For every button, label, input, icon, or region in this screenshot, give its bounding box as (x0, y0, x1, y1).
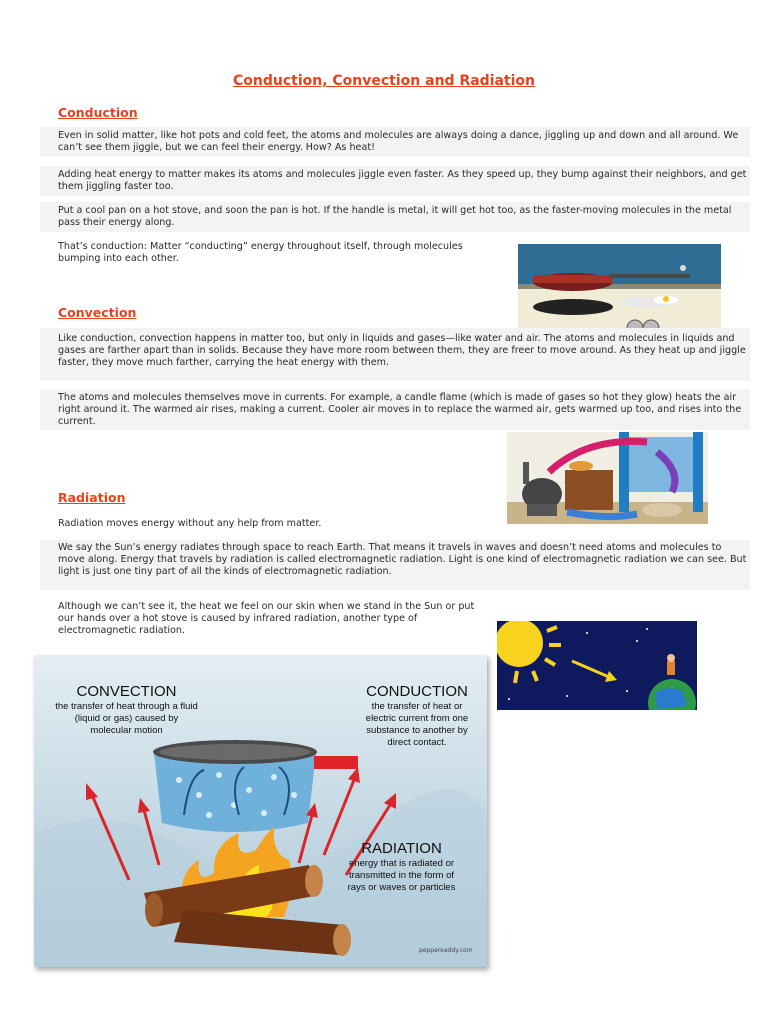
conduction-heading: Conduction (58, 105, 138, 120)
stove-pan-image (518, 244, 721, 338)
radiation-paragraph-2: We say the Sun’s energy radiates through space to reach Earth. That means it travels in waves and doesn’t need atoms and molecules to move along. Energy that travels by radiation is called electromagnetic radiation. Light is one kind of electromagnetic radiation we can see. But light is just one tiny part of all the kinds of electromagnetic radiation. (58, 542, 747, 577)
conduction-paragraph-4: That’s conduction: Matter “conducting” energy throughout itself, through molecules bumping into each other. (58, 241, 463, 264)
sun-earth-image (497, 621, 697, 710)
radiation-paragraph-3: Although we can’t see it, the heat we feel on our skin when we stand in the Sun or put our hands over a hot stove is caused by infrared radiation, another type of electromagnetic radiation. (58, 601, 475, 636)
diagram-convection-title: CONVECTION (76, 683, 177, 700)
conduction-paragraph-3: Put a cool pan on a hot stove, and soon the pan is hot. If the handle is metal, it will get hot too, as the faster-moving molecules in the metal pass their energy along. (58, 205, 732, 228)
diagram-convection-desc: the transfer of heat through a fluid (liquid or gas) caused by molecular motion (55, 701, 198, 736)
conduction-paragraph-2: Adding heat energy to matter makes its atoms and molecules jiggle even faster. As they speed up, they bump against their neighbors, and get them jiggling faster too. (58, 169, 747, 192)
conduction-paragraph-1: Even in solid matter, like hot pots and cold feet, the atoms and molecules are always doing a dance, jiggling up and down and all around. We can’t see them jiggle, but we can feel their energy. How? As heat! (58, 130, 739, 153)
diagram-credit: peppereaddy.com (419, 947, 473, 954)
diagram-radiation-desc: energy that is radiated or transmitted in the form of rays or waves or particles (347, 858, 456, 893)
convection-heading: Convection (58, 305, 137, 320)
page-title: Conduction, Convection and Radiation (232, 73, 536, 89)
convection-paragraph-1: Like conduction, convection happens in matter too, but only in liquids and gases—like water and air. The atoms and molecules in liquids and gases are farther apart than in solids. Because they have more room between them, they are freer to move around. As they heat up and jiggle faster, they move much farther, carrying the heat energy with them. (58, 333, 746, 368)
diagram-conduction-desc: the transfer of heat or electric current from one substance to another by direct contact. (365, 701, 469, 748)
room-convection-image (507, 432, 708, 524)
diagram-radiation-title: RADIATION (361, 840, 442, 857)
heat-transfer-diagram (34, 655, 487, 967)
radiation-heading: Radiation (58, 490, 126, 505)
radiation-paragraph-1: Radiation moves energy without any help from matter. (58, 518, 322, 529)
convection-paragraph-2: The atoms and molecules themselves move in currents. For example, a candle flame (which is made of gases so hot they glow) heats the air right around it. The warmed air rises, making a current. Cooler air moves in to replace the warmed air, gets warmed up too, and rises into the current. (58, 392, 742, 427)
diagram-conduction-title: CONDUCTION (366, 683, 468, 700)
